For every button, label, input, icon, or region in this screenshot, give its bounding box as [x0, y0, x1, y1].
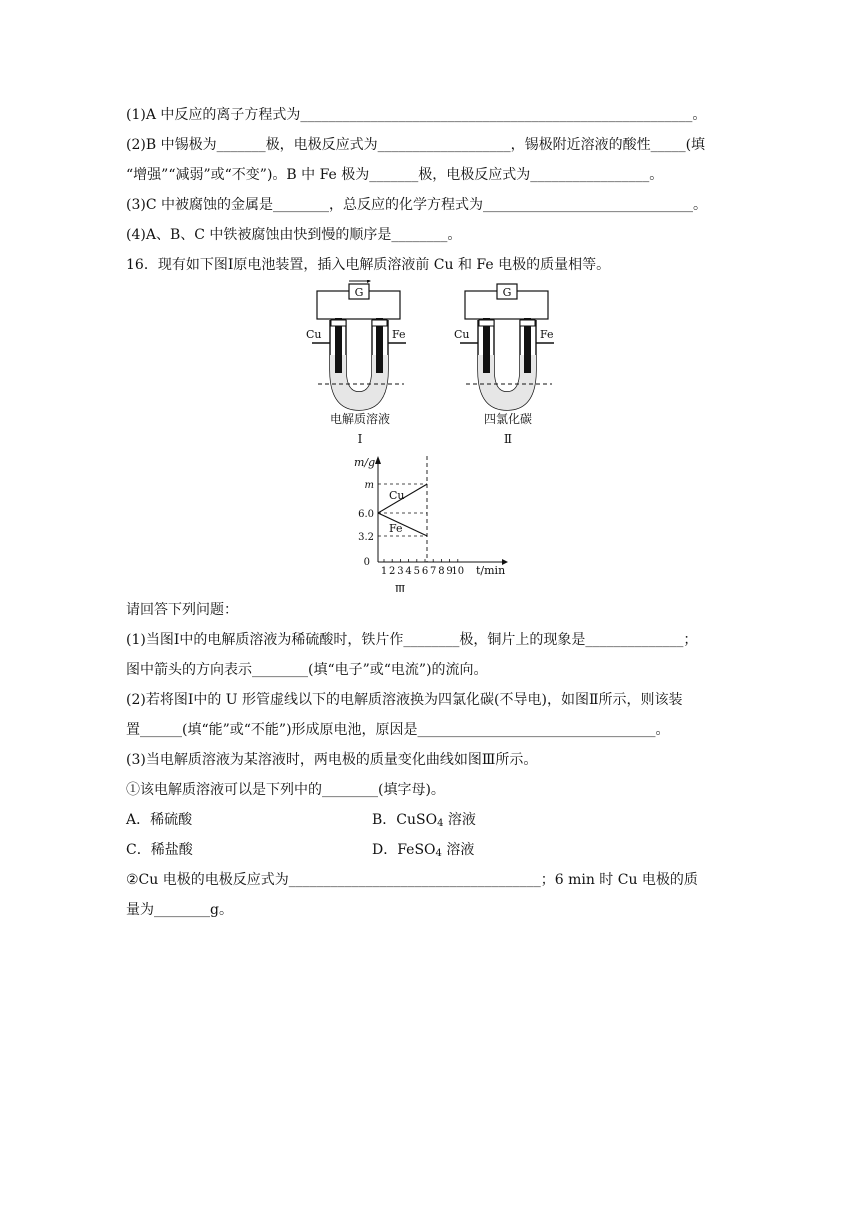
- q15-part3: (3)C 中被腐蚀的金属是________，总反应的化学方程式为______________________________。: [126, 197, 707, 213]
- figure-2-ccl4-cell: [448, 280, 568, 450]
- series-line-fe: [378, 513, 427, 536]
- q16-part2-line2: 置______(填“能”或“不能”)形成原电池，原因是__________________________________。: [126, 722, 670, 738]
- x-axis-label: t/min: [476, 564, 506, 577]
- y-tick-label: m: [364, 480, 374, 491]
- x-tick-label: 10: [451, 566, 465, 577]
- series-label-fe: Fe: [389, 522, 403, 535]
- origin-label: 0: [363, 557, 370, 568]
- cu-label: Cu: [454, 328, 470, 341]
- q16-part1-line1: (1)当图Ⅰ中的电解质溶液为稀硫酸时，铁片作________极，铜片上的现象是______________；: [126, 632, 698, 648]
- fe-label: Fe: [540, 328, 554, 341]
- figure-1-galvanic-cell: [300, 280, 420, 450]
- series-label-cu: Cu: [389, 489, 405, 502]
- fig1-caption: 电解质溶液: [329, 412, 391, 426]
- fig2-numeral: Ⅱ: [503, 432, 513, 446]
- q16-part2-line1: (2)若将图Ⅰ中的 U 形管虚线以下的电解质溶液换为四氯化碳(不导电)，如图Ⅱ所示，则该装: [126, 692, 683, 708]
- x-tick-label: 5: [413, 566, 420, 577]
- figure-3-mass-chart: [340, 452, 520, 592]
- cu-label: Cu: [306, 328, 322, 341]
- x-tick-label: 3: [397, 566, 404, 577]
- x-tick-label: 6: [421, 566, 429, 577]
- meter-label: G: [354, 286, 364, 299]
- option-b: B．CuSO$_4$ 溶液: [372, 812, 476, 829]
- y-tick-label: 6.0: [358, 509, 374, 520]
- meter-label: G: [502, 286, 512, 299]
- q16-prompt: 请回答下列问题：: [126, 602, 238, 618]
- x-tick-label: 7: [430, 566, 437, 577]
- x-tick-label: 4: [405, 566, 412, 577]
- q15-part2-line2: “增强”“减弱”或“不变”)。B 中 Fe 极为_______极，电极反应式为_________________。: [126, 167, 664, 183]
- fe-label: Fe: [392, 328, 406, 341]
- option-d: D．FeSO$_4$ 溶液: [372, 842, 475, 859]
- q16-part3: (3)当电解质溶液为某溶液时，两电极的质量变化曲线如图Ⅲ所示。: [126, 752, 538, 768]
- q16-part1-line2: 图中箭头的方向表示________(填“电子”或“电流”)的流向。: [126, 662, 488, 678]
- fig1-numeral: Ⅰ: [357, 432, 363, 446]
- q16-part3-question2-line2: 量为________g。: [126, 902, 233, 918]
- y-tick-label: 3.2: [358, 532, 374, 543]
- fig2-caption: 四氯化碳: [483, 412, 533, 426]
- q15-part4: (4)A、B、C 中铁被腐蚀由快到慢的顺序是________。: [126, 227, 462, 243]
- option-a: A．稀硫酸: [126, 812, 193, 828]
- q16-part3-question1: ①该电解质溶液可以是下列中的________(填字母)。: [126, 782, 445, 798]
- q16-stem: 16．现有如下图Ⅰ原电池装置，插入电解质溶液前 Cu 和 Fe 电极的质量相等。: [126, 257, 611, 273]
- option-c: C．稀盐酸: [126, 842, 193, 858]
- x-tick-label: 9: [446, 566, 453, 577]
- x-tick-label: 8: [438, 566, 445, 577]
- fig3-numeral: Ⅲ: [394, 583, 406, 592]
- q15-part2-line1: (2)B 中锡极为_______极，电极反应式为___________________，锡极附近溶液的酸性_____(填: [126, 137, 706, 153]
- x-tick-label: 1: [380, 566, 388, 577]
- q15-part1: (1)A 中反应的离子方程式为________________________________________________________。: [126, 107, 707, 123]
- y-axis-label: m/g: [354, 456, 376, 469]
- x-tick-label: 2: [389, 566, 396, 577]
- q16-part3-question2-line1: ②Cu 电极的电极反应式为____________________________________；6 min 时 Cu 电极的质: [126, 872, 698, 888]
